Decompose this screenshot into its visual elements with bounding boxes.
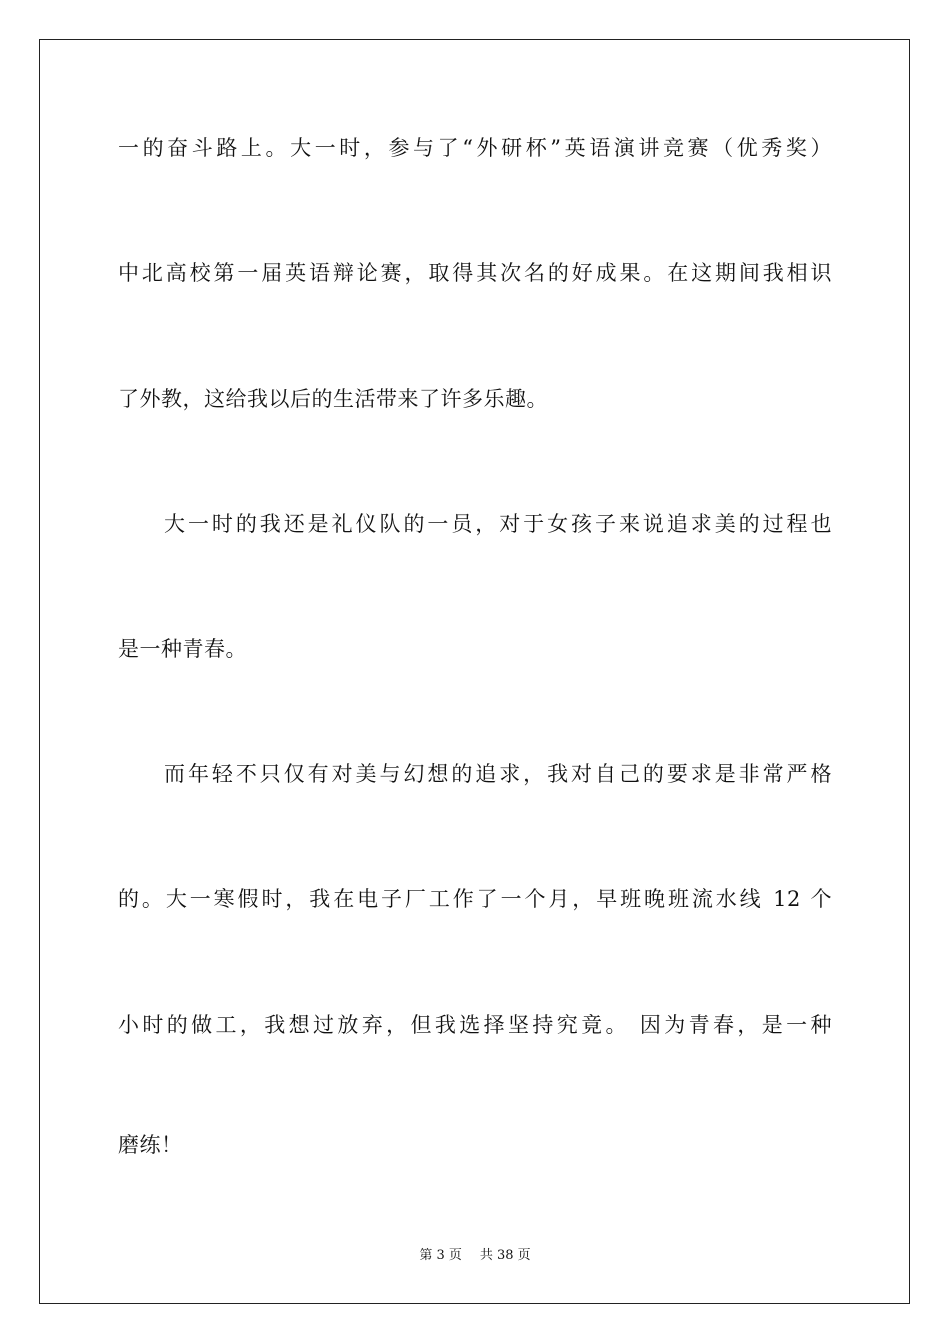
page-border — [39, 39, 910, 1304]
paragraph-line-2: 中北高校第一届英语辩论赛，取得其次名的好成果。在这期间我相识 — [118, 261, 832, 285]
paragraph-line-3: 了外教，这给我以后的生活带来了许多乐趣。 — [118, 387, 548, 411]
paragraph-line-8: 小时的做工，我想过放弃，但我选择坚持究竟。 因为青春，是一种 — [118, 1013, 832, 1037]
paragraph-line-9: 磨练！ — [118, 1133, 183, 1157]
page-total: 共 38 页 — [479, 1248, 531, 1263]
paragraph-line-5: 是一种青春。 — [118, 637, 247, 661]
paragraph-line-7: 的。大一寒假时，我在电子厂工作了一个月，早班晚班流水线 12 个 — [118, 887, 832, 911]
page-footer — [0, 1247, 950, 1265]
paragraph-line-1: 一的奋斗路上。大一时，参与了“外研杯”英语演讲竞赛（优秀奖） — [118, 136, 832, 160]
paragraph-line-4: 大一时的我还是礼仪队的一员，对于女孩子来说追求美的过程也 — [164, 512, 832, 536]
paragraph-line-6: 而年轻不只仅有对美与幻想的追求，我对自己的要求是非常严格 — [164, 762, 832, 786]
page-number: 第 3 页 — [419, 1248, 462, 1263]
